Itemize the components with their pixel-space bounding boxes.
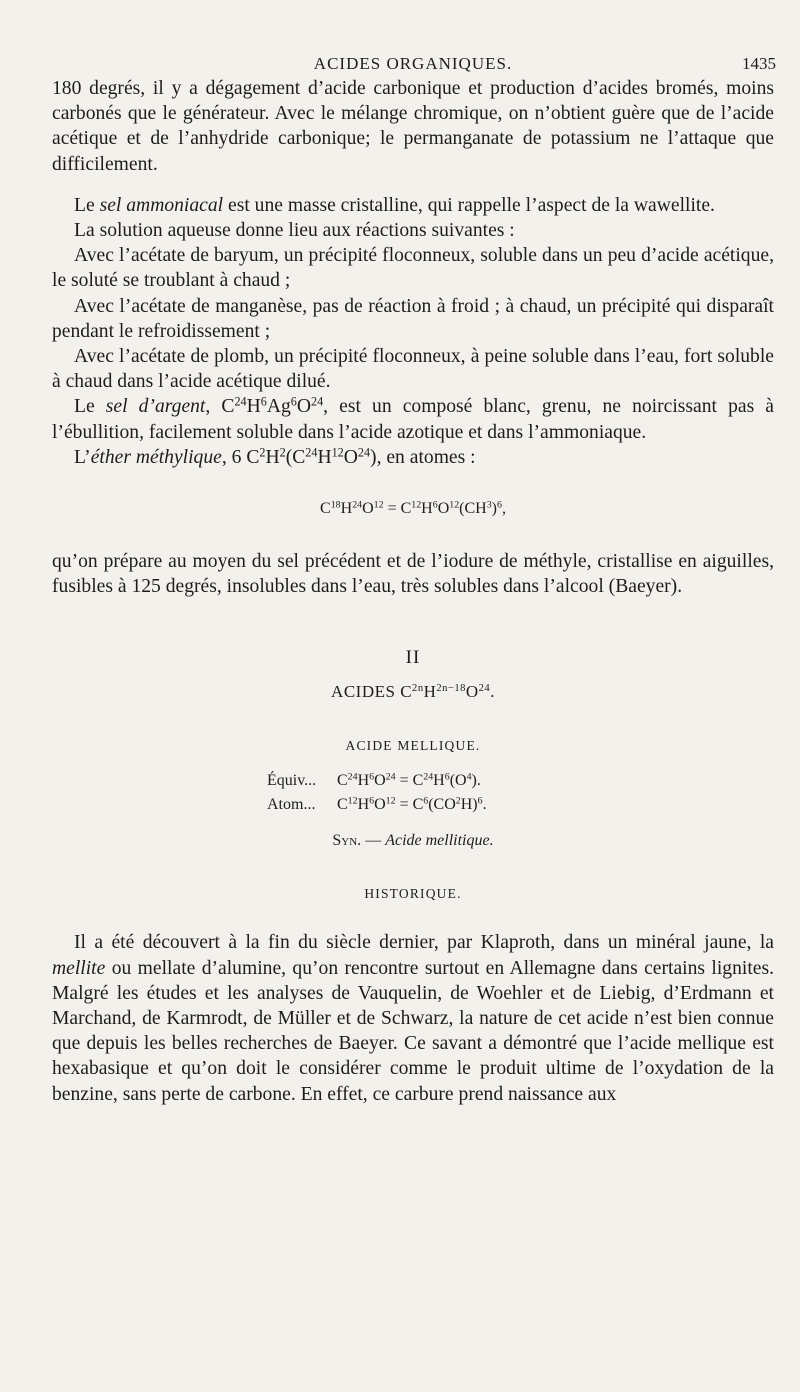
formula-atom: Atom... $C^{12}H^6O^{12} = C^6(CO^2H)^6$.: [267, 796, 487, 814]
paragraph-solution: La solution aqueuse donne lieu aux réactions suivantes :: [74, 220, 515, 242]
paragraph-manganese: Avec l’acétate de manganèse, pas de réaction à froid ; à chaud, un précipité qui disparaît pendant le refroidissement ;: [52, 295, 774, 342]
running-title: ACIDES ORGANIQUES.: [313, 54, 513, 73]
formula-equiv: Équiv... $C^{24}H^6O^{24} = C^{24}H^6(O^4)$.: [267, 772, 481, 790]
section-title: ACIDES $C^{2n}H^{2n-18}O^{24}$.: [331, 682, 495, 702]
formula-ether-equiv: 6 $C^2H^2(C^{24}H^{12}O^{24})$: [231, 445, 377, 468]
running-head: [52, 48, 774, 76]
paragraph-baryum: Avec l’acétate de baryum, un précipité floconneux, soluble dans un peu d’acide acétique, le soluté se troublant à chaud ;: [52, 245, 774, 292]
term-ether-methylique: éther méthylique: [90, 446, 222, 468]
formula-sel-argent: $C^{24}H^6Ag^6O^{24}$: [221, 394, 324, 418]
term-sel-argent: sel d’argent: [105, 396, 206, 418]
paragraph-sel-ammoniacal: Le sel ammoniacal est une masse cristalline, qui rappelle l’aspect de la wawellite.: [74, 194, 715, 216]
paragraph-preparation: qu’on prépare au moyen du sel précédent et de l’iodure de méthyle, cristallise en aiguilles, fusibles à 125 degrés, insolubles dans l’eau, très solubles dans l’alcool (Baeyer).: [52, 551, 774, 598]
term-sel-ammoniacal: sel ammoniacal: [99, 194, 224, 216]
paragraph-ether: L’éther méthylique, 6 $C^2H^2(C^{24}H^{12}O^{24})$, en atomes :: [74, 445, 476, 468]
acid-title: ACIDE MELLIQUE.: [345, 738, 481, 754]
formula-ether-atoms: $C^{18}H^{24}O^{12} = C^{12}H^6O^{12}(CH^3)^6$,: [320, 499, 506, 518]
paragraph-plomb: Avec l’acétate de plomb, un précipité floconneux, à peine soluble dans l’eau, fort soluble à chaud dans l’acide acétique dilué.: [52, 346, 774, 393]
term-mellite: mellite: [52, 957, 106, 979]
paragraph-sel-argent: Le sel d’argent, $C^{24}H^6Ag^6O^{24}$, est un composé blanc, grenu, ne noircissant pas à l’ébullition, facilement soluble dans l’acide azotique et dans l’ammoniaque.: [52, 394, 774, 443]
formula-block: [52, 772, 774, 822]
paragraph-historique: Il a été découvert à la fin du siècle dernier, par Klaproth, dans un minéral jaune, la mellite ou mellate d’alumine, qu’on rencontre surtout en Allemagne dans certains lignites. Malgré les études et les analyses de Vauquelin, de Woehler et de Liebig, d’Erdmann et Marchand, de Karmrodt, de Müller et de Schwarz, la nature de cet acide n’est bien connue que depuis les belles recherches de Baeyer. Ce savant a démontré que l’acide mellique est hexabasique et qu’on doit le considérer comme le produit ultime de l’oxydation de la benzine, sans perte de carbone. En effet, ce carbure prend naissance aux: [52, 932, 774, 1105]
page-number: 1435: [742, 54, 776, 73]
book-page: [52, 48, 774, 1107]
section-numeral: II: [405, 647, 421, 669]
synonym-line: Syn. — Acide mellitique.: [332, 832, 494, 850]
historique-heading: HISTORIQUE.: [364, 886, 462, 902]
paragraph-continuation: 180 degrés, il y a dégagement d’acide carbonique et production d’acides bromés, moins carbonés que le générateur. Avec le mélange chromique, on n’obtient guère que de l’acide acétique et de l’anhydride carbonique; le permanganate de potassium ne l’attaque que difficilement.: [52, 78, 774, 175]
